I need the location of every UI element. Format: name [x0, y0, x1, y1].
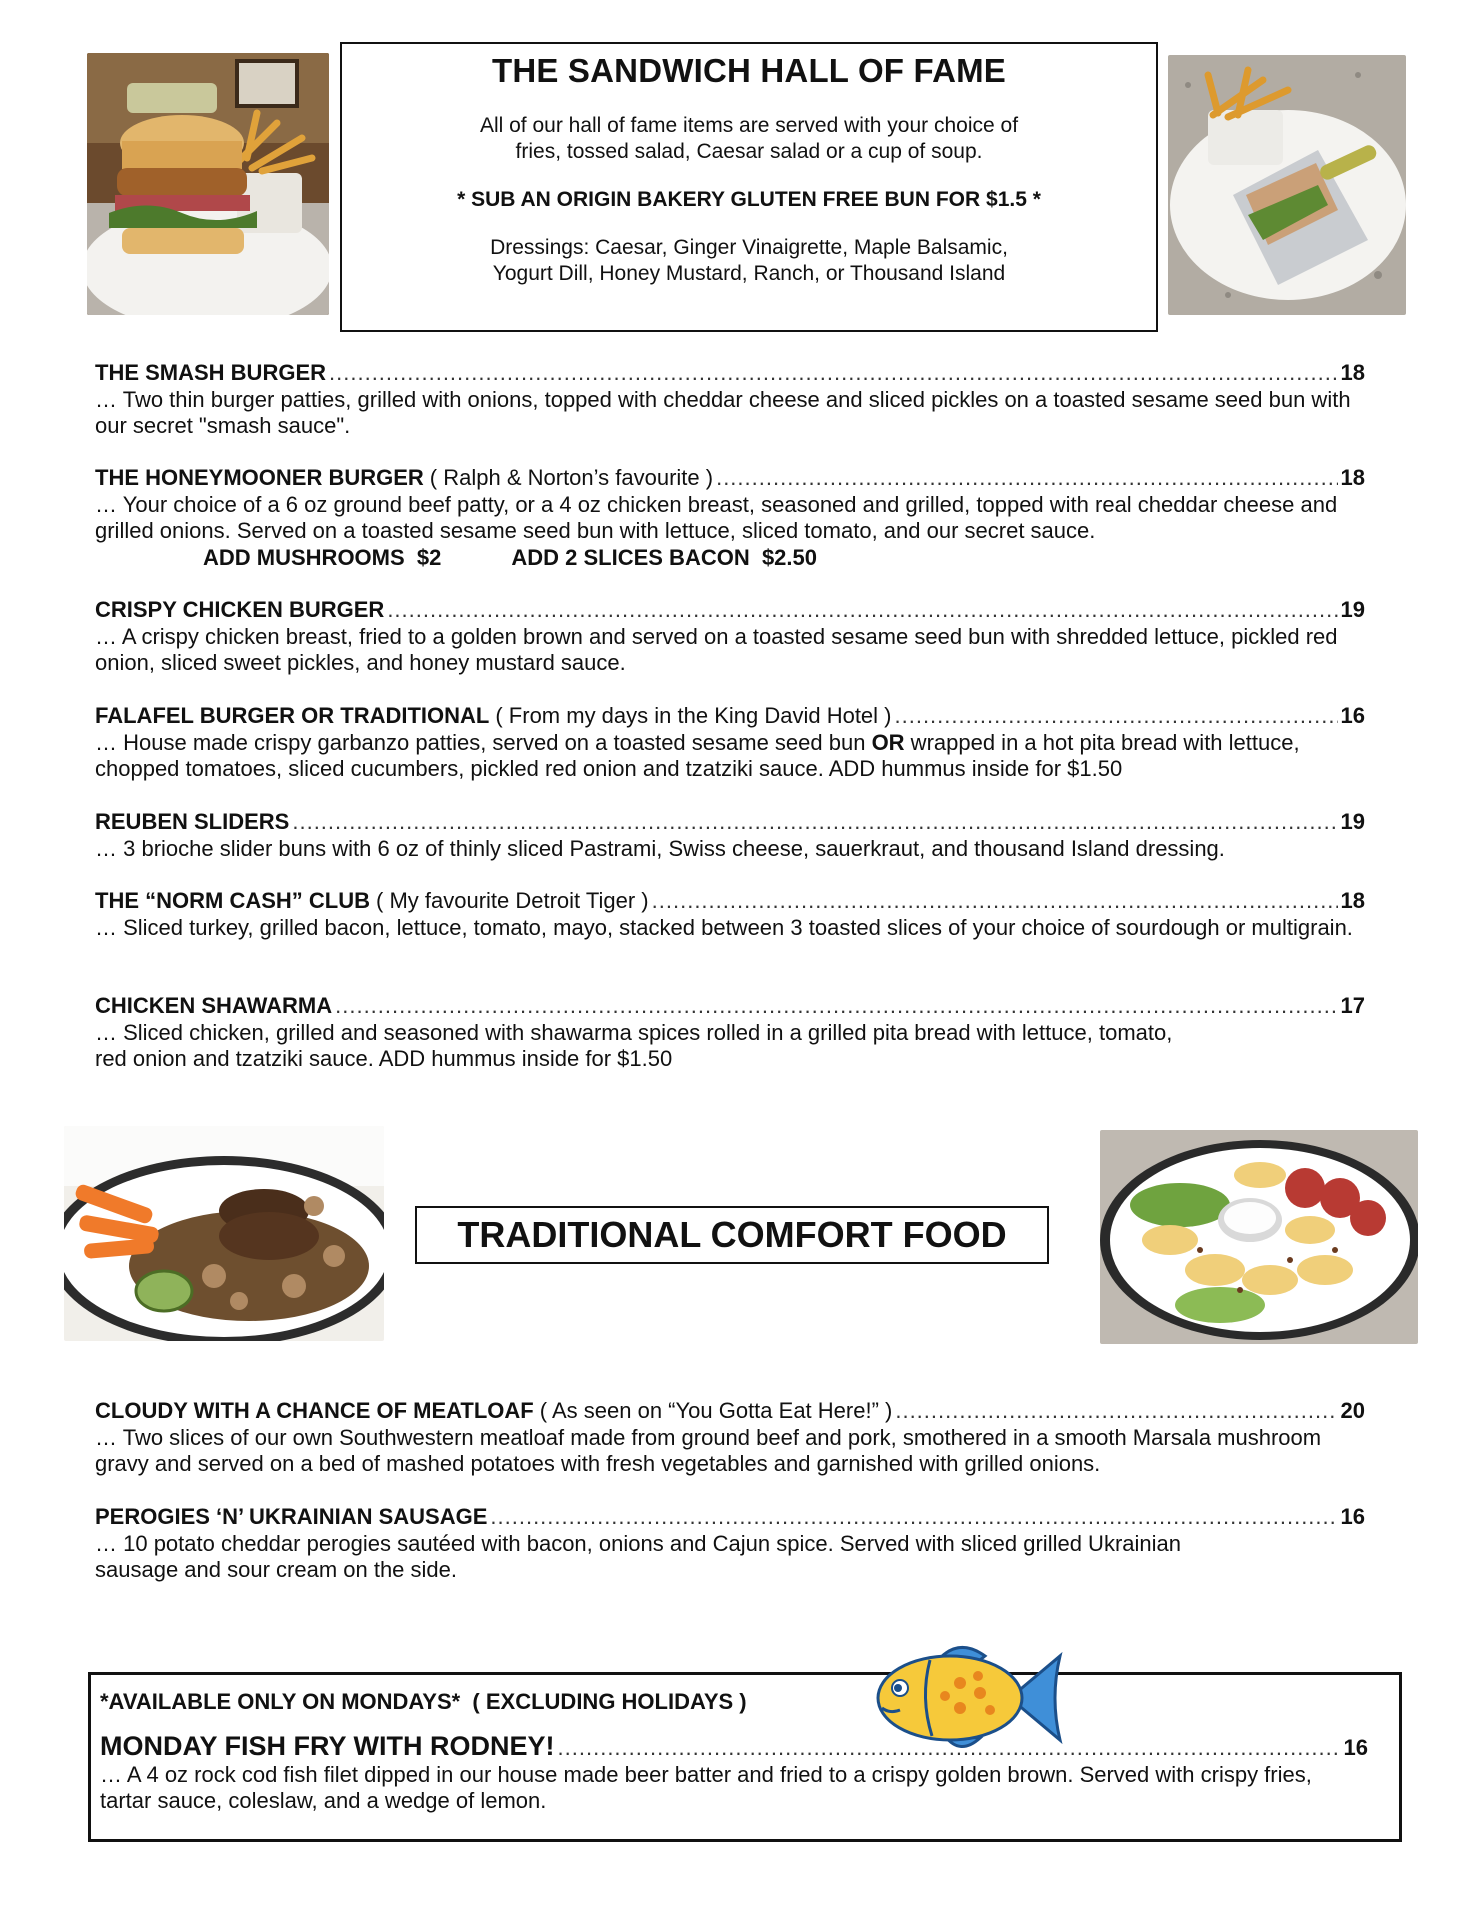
desc-or: OR	[871, 729, 905, 755]
item-note: ( From my days in the King David Hotel )	[495, 703, 892, 728]
item-description: … A 4 oz rock cod fish filet dipped in our house made beer batter and fried to a crispy golden brown. Served with crispy fries, tartar sauce, coleslaw, and a wedge of lemon.	[100, 1761, 1312, 1813]
item-name: THE “NORM CASH” CLUB	[95, 888, 370, 913]
item-description-line-1: … 10 potato cheddar perogies sautéed with bacon, onions and Cajun spice. Served with sliced grilled Ukrainian	[95, 1530, 1181, 1556]
menu-item	[95, 703, 1365, 783]
item-price: 18	[1340, 360, 1365, 385]
intro-line-2: fries, tossed salad, Caesar salad or a cup of soup.	[515, 140, 983, 163]
fish-fry-box	[88, 1672, 1402, 1842]
addon-bacon: ADD 2 SLICES BACON $2.50	[511, 544, 817, 570]
meatloaf-photo-icon	[64, 1126, 384, 1341]
fish-icon	[860, 1638, 1065, 1758]
menu-item	[100, 1733, 1368, 1815]
item-name: FALAFEL BURGER OR TRADITIONAL	[95, 703, 490, 728]
item-price: 20	[1340, 1398, 1365, 1423]
desc-part-b: wrapped in a hot pita bread with lettuce, chopped tomatoes, sliced cucumbers, pickled red onion and tzatziki sauce. ADD hummus inside for $1.50	[95, 729, 1306, 781]
item-name: THE HONEYMOONER BURGER	[95, 465, 424, 490]
burger-photo-icon	[87, 53, 329, 315]
perogies-photo-icon	[1100, 1130, 1418, 1344]
item-price: 16	[1340, 1504, 1365, 1529]
menu-item	[95, 993, 1365, 1073]
item-price: 18	[1340, 888, 1365, 913]
item-description-line-1: … Sliced chicken, grilled and seasoned with shawarma spices rolled in a grilled pita bread with lettuce, tomato,	[95, 1019, 1173, 1045]
item-name: REUBEN SLIDERS	[95, 809, 290, 834]
item-description	[95, 730, 1365, 783]
item-description: … A crispy chicken breast, fried to a golden brown and served on a toasted sesame seed bun with shredded lettuce, pickled red onion, sliced sweet pickles, and honey mustard sauce.	[95, 623, 1338, 675]
dressings-line-2: Yogurt Dill, Honey Mustard, Ranch, or Thousand Island	[492, 262, 1006, 285]
item-description: … Two slices of our own Southwestern meatloaf made from ground beef and pork, smothered in a smooth Marsala mushroom gravy and served on a bed of mashed potatoes with fresh vegetables and garnished with grilled onions.	[95, 1424, 1322, 1476]
item-price: 17	[1340, 993, 1365, 1018]
item-description-line-2: red onion and tzatziki sauce. ADD hummus inside for $1.50	[95, 1046, 673, 1071]
item-name: CHICKEN SHAWARMA	[95, 993, 333, 1018]
page-title: THE SANDWICH HALL OF FAME	[491, 52, 1007, 89]
item-description: … 3 brioche slider buns with 6 oz of thinly sliced Pastrami, Swiss cheese, sauerkraut, and thousand Island dressing.	[95, 835, 1225, 861]
item-name: CLOUDY WITH A CHANCE OF MEATLOAF	[95, 1398, 534, 1423]
item-price: 16	[1343, 1735, 1368, 1760]
menu-item	[95, 809, 1365, 862]
section-heading: TRADITIONAL COMFORT FOOD	[415, 1206, 1049, 1264]
dressings-line-1: Dressings: Caesar, Ginger Vinaigrette, Maple Balsamic,	[490, 236, 1008, 259]
gluten-free-note: * SUB AN ORIGIN BAKERY GLUTEN FREE BUN FOR $1.5 *	[457, 188, 1041, 211]
item-description: … Your choice of a 6 oz ground beef patty, or a 4 oz chicken breast, seasoned and grilled, topped with real cheddar cheese and grilled onions. Served on a toasted sesame seed bun with lettuce, sliced tomato, and our secret sauce.	[95, 491, 1338, 543]
menu-item	[95, 1398, 1365, 1478]
item-description: … Two thin burger patties, grilled with onions, topped with cheddar cheese and sliced pickles on a toasted sesame seed bun with our secret "smash sauce".	[95, 386, 1351, 438]
item-name: CRISPY CHICKEN BURGER	[95, 597, 385, 622]
item-price: 19	[1340, 597, 1365, 622]
item-description-line-2: sausage and sour cream on the side.	[95, 1557, 458, 1582]
item-note: ( My favourite Detroit Tiger )	[376, 888, 649, 913]
item-name: THE SMASH BURGER	[95, 360, 327, 385]
availability-note: *AVAILABLE ONLY ON MONDAYS* ( EXCLUDING HOLIDAYS )	[100, 1689, 747, 1714]
item-name: MONDAY FISH FRY WITH RODNEY!	[100, 1731, 555, 1761]
intro-line-1: All of our hall of fame items are served with your choice of	[479, 114, 1019, 137]
hall-of-fame-box	[340, 42, 1158, 332]
item-description: … Sliced turkey, grilled bacon, lettuce, tomato, mayo, stacked between 3 toasted slices of your choice of sourdough or multigrain.	[95, 914, 1353, 940]
item-price: 16	[1340, 703, 1365, 728]
item-name: PEROGIES ‘N’ UKRAINIAN SAUSAGE	[95, 1504, 488, 1529]
menu-item	[95, 1504, 1365, 1584]
addon-mushrooms: ADD MUSHROOMS $2	[203, 544, 442, 570]
menu-item	[95, 360, 1365, 440]
menu-item	[95, 888, 1365, 941]
item-addons	[95, 545, 1365, 572]
shawarma-wrap-photo-icon	[1168, 55, 1406, 315]
item-note: ( As seen on “You Gotta Eat Here!” )	[539, 1398, 893, 1423]
menu-item	[95, 465, 1365, 571]
desc-part-a: … House made crispy garbanzo patties, served on a toasted sesame seed bun	[95, 729, 872, 755]
menu-item	[95, 597, 1365, 677]
item-price: 18	[1340, 465, 1365, 490]
item-note: ( Ralph & Norton’s favourite )	[429, 465, 714, 490]
item-price: 19	[1340, 809, 1365, 834]
